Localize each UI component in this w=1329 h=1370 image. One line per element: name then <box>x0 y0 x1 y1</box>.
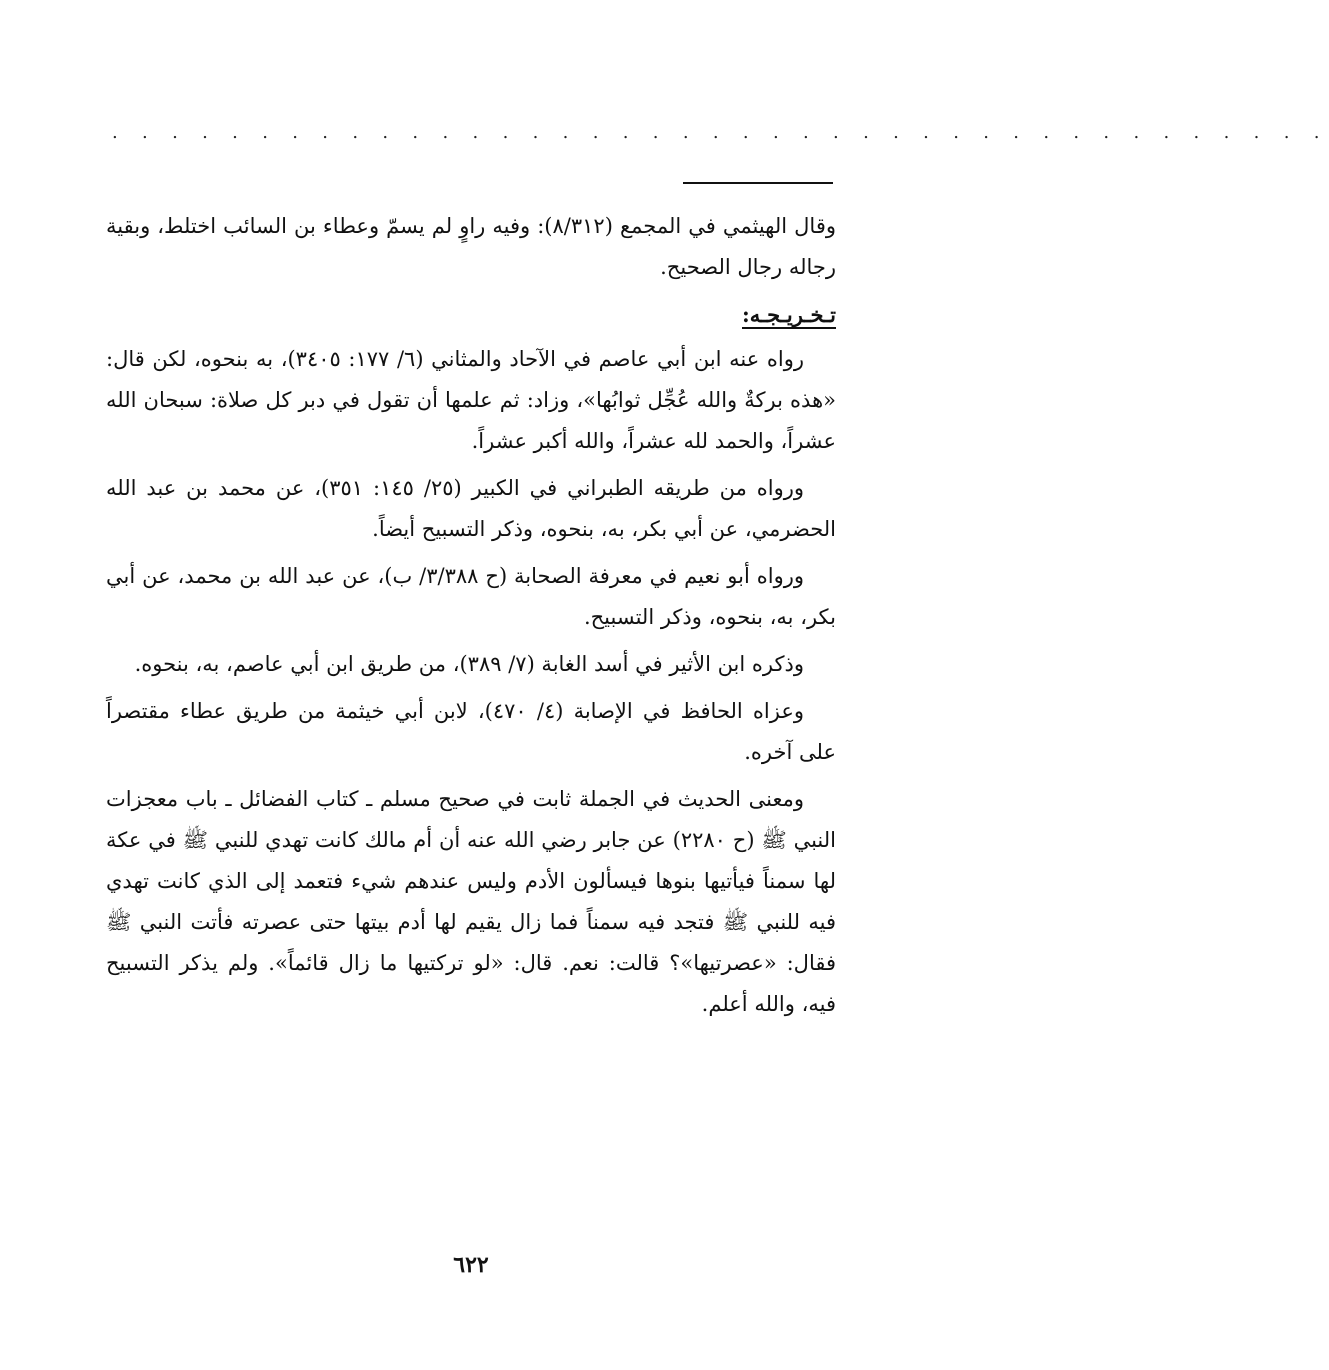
page-body <box>106 206 836 1031</box>
section-heading <box>106 294 836 335</box>
paragraph-ibn-athir: وذكره ابن الأثير في أسد الغابة (٧/ ٣٨٩)، من طريق ابن أبي عاصم، به، بنحوه. <box>134 652 804 676</box>
page-number: ٦٢٢ <box>453 1252 489 1278</box>
paragraph-abu-nuaym: ورواه أبو نعيم في معرفة الصحابة (ح ٣/٣٨٨/ ب)، عن عبد الله بن محمد، عن أبي بكر، به، بنحوه، وذكر التسبيح. <box>106 564 836 629</box>
paragraph-meaning: ومعنى الحديث في الجملة ثابت في صحيح مسلم ـ كتاب الفضائل ـ باب معجزات النبي ﷺ (ح ٢٢٨٠) عن جابر رضي الله عنه أن أم مالك كانت تهدي للنبي ﷺ في عكة لها سمناً فيأتيها بنوها فيسألون الأدم وليس عندهم شيء فتعمد إلى الذي كانت تهدي فيه للنبي ﷺ فتجد فيه سمناً فما زال يقيم لها أدم بيتها حتى عصرته فأتت النبي ﷺ فقال: «عصرتيها»؟ قالت: نعم. قال: «لو تركتيها ما زال قائماً». ولم يذكر التسبيح فيه، والله أعلم. <box>106 787 836 1016</box>
paragraph-ibn-abi-asim: رواه عنه ابن أبي عاصم في الآحاد والمثاني (٦/ ١٧٧: ٣٤٠٥)، به بنحوه، لكن قال: «هذه بركةٌ والله عُجِّل ثوابُها»، وزاد: ثم علمها أن تقول في دبر كل صلاة: سبحان الله عشراً، والحمد لله عشراً، والله أكبر عشراً. <box>106 347 836 453</box>
section-heading-label: تـخـريـجـه: <box>741 302 836 327</box>
paragraph-hafiz: وعزاه الحافظ في الإصابة (٤/ ٤٧٠)، لابن أبي خيثمة من طريق عطاء مقتصراً على آخره. <box>106 699 836 764</box>
paragraph-tabarani: ورواه من طريقه الطبراني في الكبير (٢٥/ ١٤٥: ٣٥١)، عن محمد بن عبد الله الحضرمي، عن أبي بكر، به، بنحوه، وذكر التسبيح أيضاً. <box>106 476 836 541</box>
paragraph-haythami: وقال الهيثمي في المجمع (٨/٣١٢): وفيه راوٍ لم يسمّ وعطاء بن السائب اختلط، وبقية رجاله رجال الصحيح. <box>106 214 836 279</box>
footnote-rule <box>683 182 833 184</box>
dotted-separator: . . . . . . . . . . . . . . . . . . . . . . . . . . . . . . . . . . . . . . . . . <box>112 122 1329 143</box>
